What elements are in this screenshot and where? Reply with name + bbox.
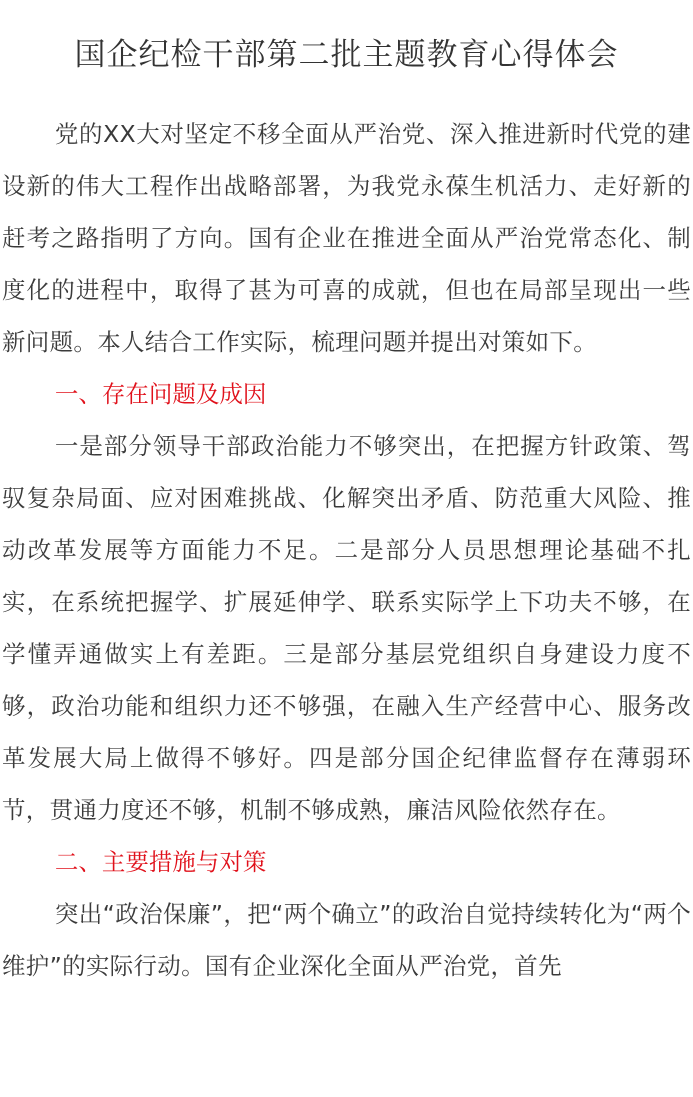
section-heading-problems: 一、存在问题及成因 — [54, 380, 267, 408]
article-body — [2, 108, 691, 992]
article-title: 国企纪检干部第二批主题教育心得体会 — [74, 37, 619, 73]
problems-paragraph: 一是部分领导干部政治能力不够突出，在把握方针政策、驾驭复杂局面、应对困难挑战、化解突出矛盾、防范重大风险、推动改革发展等方面能力不足。二是部分人员思想理论基础不扎实，在系统把握学、扩展延伸学、联系实际学上下功夫不够，在学懂弄通做实上有差距。三是部分基层党组织自身建设力度不够，政治功能和组织力还不够强，在融入生产经营中心、服务改革发展大局上做得不够好。四是部分国企纪律监督存在薄弱环节，贯通力度还不够，机制不够成熟，廉洁风险依然存在。 — [2, 432, 691, 824]
intro-paragraph: 党的XX大对坚定不移全面从严治党、深入推进新时代党的建设新的伟大工程作出战略部署，为我党永葆生机活力、走好新的赶考之路指明了方向。国有企业在推进全面从严治党常态化、制度化的进程中，取得了甚为可喜的成就，但也在局部呈现出一些新问题。本人结合工作实际，梳理问题并提出对策如下。 — [2, 120, 691, 356]
section-heading-measures: 二、主要措施与对策 — [54, 848, 267, 876]
measures-paragraph: 突出“政治保廉”，把“两个确立”的政治自觉持续转化为“两个维护”的实际行动。国有企业深化全面从严治党，首先 — [2, 900, 691, 980]
